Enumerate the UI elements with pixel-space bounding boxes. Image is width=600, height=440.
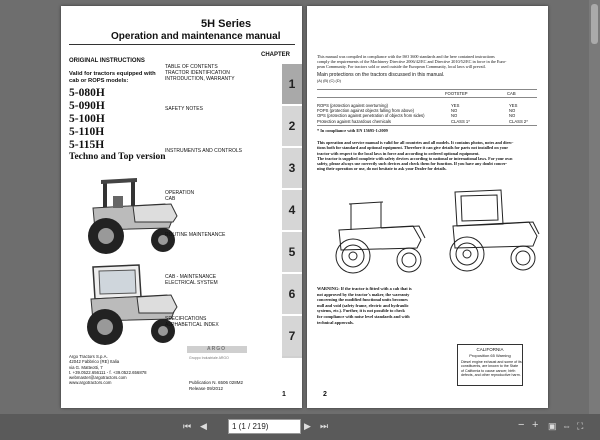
text-line: null and void (safety frame, electric and hydraulic xyxy=(317,302,409,308)
fullscreen-icon[interactable]: ⛶ xyxy=(577,421,584,431)
publication-number: Publication N. 6506 028M2 xyxy=(189,380,244,385)
california-warning-box xyxy=(457,344,523,386)
chapter-description xyxy=(165,274,218,286)
last-page-icon[interactable]: ⏭ xyxy=(320,421,329,431)
chapter-line: CAB xyxy=(165,196,176,203)
table-cell-footstep: CLASS 1* xyxy=(451,118,470,124)
company-name: Argo Tractors S.p.A. xyxy=(69,354,108,359)
chapter-line: SPECIFICATIONS xyxy=(165,316,207,322)
phone-line: t. +39.0522.656111 - f. +39.0522.656878 xyxy=(69,369,147,375)
website-line: www.argotractors.com xyxy=(69,380,112,386)
text-line: This operation and service manual is valid for all countries and all models. It contains photos, notes and direc- xyxy=(317,140,514,145)
company-address xyxy=(69,354,147,386)
tractor-lineart-cab xyxy=(435,186,543,274)
ca-title: CALIFORNIA xyxy=(476,347,504,352)
chapter-line: CAB - MAINTENANCE xyxy=(165,274,217,280)
original-instructions: ORIGINAL INSTRUCTIONS xyxy=(69,58,145,64)
compliance-note: * In compliance with EN 15695-1:2009 xyxy=(317,128,388,133)
model-item: 5-110H xyxy=(69,126,105,138)
chapter-description xyxy=(165,148,242,154)
zoom-in-button[interactable]: + xyxy=(532,419,539,431)
fit-width-icon[interactable]: ⇔ xyxy=(562,421,571,431)
text-line: Diesel engine exhaust and some of its xyxy=(461,360,522,364)
tractor-image-rops xyxy=(73,174,183,256)
tractor-lineart-rops xyxy=(321,196,429,276)
page-number: 2 xyxy=(323,391,327,398)
chapter-line: ELECTRICAL SYSTEM xyxy=(165,280,218,287)
chapter-label: CHAPTER xyxy=(261,52,291,58)
text-line: The tractor is supplied complete with safety devices according to national or international laws. For your own xyxy=(317,155,513,161)
chapter-tab-5[interactable]: 5 xyxy=(282,230,302,272)
chapter-tab-1[interactable]: 1 xyxy=(282,62,302,104)
series-title: 5H Series xyxy=(201,18,252,30)
text-line: ning their operation or use, do not hesitate to ask your Dealer for details. xyxy=(317,166,447,172)
pdf-toolbar xyxy=(0,414,600,440)
valid-for-line-1: Valid for tractors equipped with xyxy=(69,71,156,77)
valid-for-line-2: cab or ROPS models: xyxy=(69,78,129,84)
chapter-description xyxy=(165,316,219,328)
address-line: 42042 Fabbrico (RE) Italia xyxy=(69,359,120,365)
cab-warning xyxy=(317,286,412,325)
release-date: Release 09/2012 xyxy=(189,386,224,391)
address-line: via G. Matteotti, 7 xyxy=(69,364,103,370)
text-line: not approved by the tractor's maker, the warranty xyxy=(317,291,410,297)
chapter-line: SAFETY NOTES xyxy=(165,106,203,112)
vertical-scrollbar[interactable] xyxy=(589,0,600,414)
version-label: Techno and Top version xyxy=(69,152,166,162)
text-line: systems, etc.). Further, it is not possible to check xyxy=(317,308,405,314)
chapter-tab-2[interactable]: 2 xyxy=(282,104,302,146)
chapter-line: INSTRUMENTS AND CONTROLS xyxy=(165,148,242,154)
chapter-tab-6[interactable]: 6 xyxy=(282,272,302,314)
scrollbar-thumb[interactable] xyxy=(591,4,598,44)
manual-title: Operation and maintenance manual xyxy=(111,31,281,42)
model-item: 5-100H xyxy=(69,113,105,125)
chapter-line: INTRODUCTION, WARRANTY xyxy=(165,76,235,83)
chapter-tab-4[interactable]: 4 xyxy=(282,188,302,230)
chapter-description xyxy=(165,106,203,112)
ca-subtitle: Proposition 65 Warning xyxy=(469,353,511,358)
model-item: 5-090H xyxy=(69,100,105,112)
text-line: tions both for standard and optional equipment. Therefore it can give details for parts not installed on your xyxy=(317,145,509,151)
text-line: concerning the modified functional units becomes xyxy=(317,297,408,303)
table-cell-footstep: NO xyxy=(451,108,458,114)
next-page-icon[interactable]: ▶ xyxy=(304,421,311,431)
chapter-line: TRACTOR IDENTIFICATION xyxy=(165,70,230,77)
chapter-line: ROUTINE MAINTENANCE xyxy=(165,232,226,238)
zoom-out-button[interactable]: − xyxy=(518,419,525,431)
table-row-label: OPS (protection against penetration of objects from sides) xyxy=(317,113,425,119)
chapter-tab-3[interactable]: 3 xyxy=(282,146,302,188)
text-line: constituents, are known to the State xyxy=(461,364,519,369)
chapter-description xyxy=(165,64,235,83)
text-line: tractor with respect to the local laws in force and according to ordered optional equipment. xyxy=(317,150,480,156)
model-item: 5-115H xyxy=(69,139,105,151)
text-line: for compliance with noise level standards and with xyxy=(317,313,410,319)
chapter-line: ALPHABETICAL INDEX xyxy=(165,322,219,329)
table-row-label: ROPS (protection against overturning) xyxy=(317,103,388,108)
text-line: WARNING: If the tractor is fitted with a cab that is xyxy=(317,286,412,291)
text-line: technical approvals. xyxy=(317,319,354,325)
chapter-line: OPERATION xyxy=(165,190,195,196)
compliance-paragraph xyxy=(317,54,506,70)
chapter-description xyxy=(165,190,194,202)
argo-logo: ARGO Gruppo Industriale ARGO xyxy=(187,344,247,364)
table-cell-cab: CLASS 2* xyxy=(509,118,528,124)
text-line: comply the requirements of the Machinery Directive 2006/42/EC and Directive 2010/52/EC in force in the Euro- xyxy=(317,59,507,65)
text-line: of California to cause cancer, birth xyxy=(461,368,516,373)
protections-ref: (A) (B) (C) (D) xyxy=(317,79,341,83)
chapter-description xyxy=(165,232,225,238)
page-number-input[interactable]: 1 (1 / 219) xyxy=(228,419,301,434)
text-line: This manual was compiled in compliance with the ISO 3600 standards and the here contained instructions xyxy=(317,54,495,59)
chapter-tab-7[interactable]: 7 xyxy=(282,314,302,356)
table-cell-footstep: NO xyxy=(451,113,458,119)
text-line: pean Community. For tractors sold or used outside the European Community, local laws will prevail. xyxy=(317,64,486,70)
protections-title: Main protections on the tractors discussed in this manual. xyxy=(317,72,445,78)
table-cell-cab: YES xyxy=(509,103,518,108)
model-list xyxy=(69,87,105,152)
text-line: defects, and other reproductive harm. xyxy=(461,373,521,378)
previous-page-icon[interactable]: ◀ xyxy=(200,421,207,431)
table-cell-cab: NO xyxy=(509,108,516,114)
text-line: safety, please always use correctly such devices and check them for function. If you have any doubt concer- xyxy=(317,161,508,167)
manual-page-2 xyxy=(307,6,548,408)
table-cell-cab: NO xyxy=(509,113,516,119)
table-cell-footstep: YES xyxy=(451,103,460,108)
table-row-label: FOPS (protection against objects falling from above) xyxy=(317,108,415,114)
ca-text xyxy=(461,360,522,378)
email-line: webmaster@argotractors.com xyxy=(69,375,127,381)
table-header: FOOTSTEP xyxy=(445,91,468,96)
fit-page-icon[interactable]: ▣ xyxy=(548,421,557,431)
page-number: 1 xyxy=(282,391,286,398)
model-item: 5-080H xyxy=(69,87,105,99)
table-row-label: Protection against hazardous chemicals xyxy=(317,118,392,124)
validity-paragraph xyxy=(317,140,513,172)
table-header: CAB xyxy=(507,91,516,96)
manual-page-1 xyxy=(61,6,302,408)
chapter-line: TABLE OF CONTENTS xyxy=(165,64,218,70)
first-page-icon[interactable]: ⏮ xyxy=(183,421,192,431)
